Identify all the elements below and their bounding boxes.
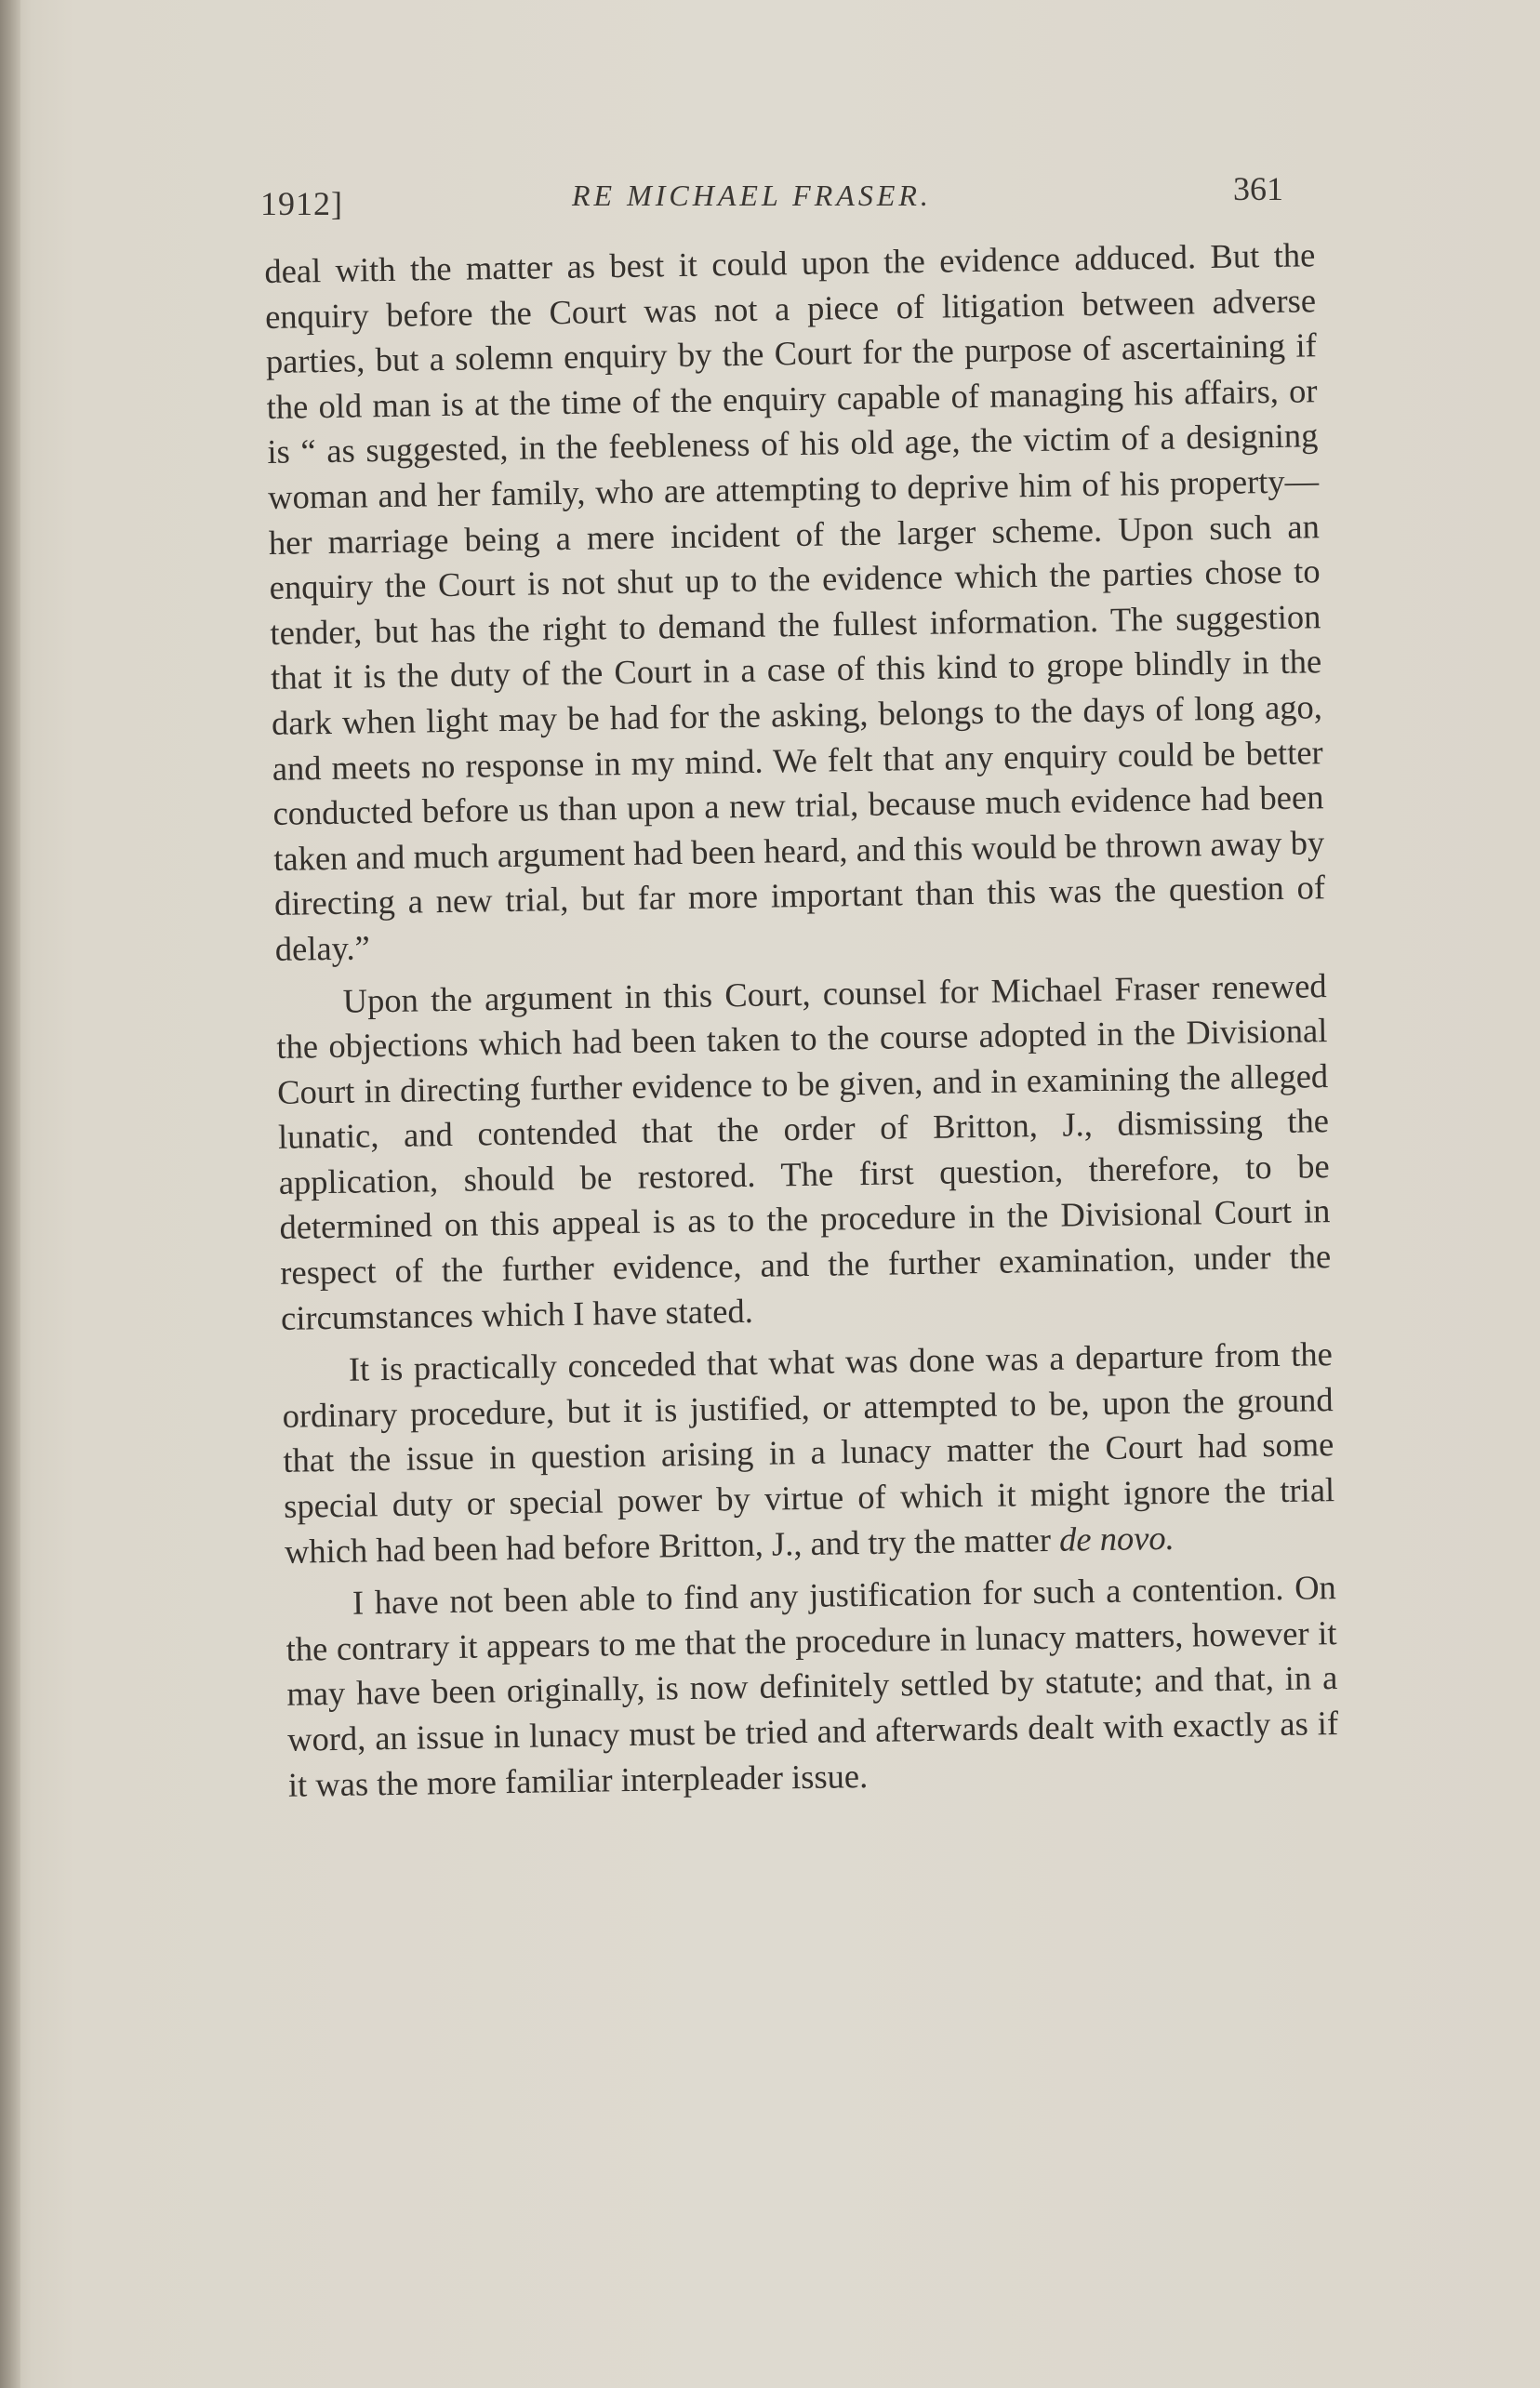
running-title: RE MICHAEL FRASER. xyxy=(572,179,932,212)
body-text xyxy=(264,232,1339,1808)
page-number: 361 xyxy=(1233,170,1283,207)
paragraph-3 xyxy=(282,1332,1336,1574)
paragraph-3-text: It is practically conceded that what was done was a departure from the ordinary procedure, but it is justified, or attempted to be, upon the ground that the issue in question arising in a lunacy matter the Court had some special duty or special power by virtue of which it might ignore the trial which had been had before Britton, J., and try the matter xyxy=(282,1334,1335,1571)
paragraph-1: deal with the matter as best it could upon the evidence adduced. But the enquiry before the Court was not a piece of litigation between adverse parties, but a solemn enquiry by the Court for the purpose of ascertaining if the old man is at the time of the enquiry capable of managing his affairs, or is “ as suggested, in the feebleness of his old age, the victim of a designing woman and her family, who are attempting to deprive him of his property—her marriage being a mere incident of the larger scheme. Upon such an enquiry the Court is not shut up to the evidence which the parties chose to tender, but has the right to demand the fullest information. The suggestion that it is the duty of the Court in a case of this kind to grope blindly in the dark when light may be had for the asking, belongs to the days of long ago, and meets no response in my mind. We felt that any enquiry could be better conducted before us than upon a new trial, because much evidence had been taken and much argument had been heard, and this would be thrown away by directing a new trial, but far more important than this was the question of delay.” xyxy=(264,235,1326,968)
page-header xyxy=(260,167,1302,223)
paragraph-2: Upon the argument in this Court, counsel for Michael Fraser renewed the objections which had been taken to the course adopted in the Divisional Court in directing further evidence to be given, and in examining the alleged lunatic, and contended that the order of Britton, J., dismissing the application, should be restored. The first question, therefore, to be determined on this appeal is as to the procedure in the Divisional Court in respect of the further evidence, and the further examination, under the circumstances which I have stated. xyxy=(276,965,1332,1337)
paragraph-3-italic-tail: de novo. xyxy=(1058,1518,1175,1559)
paragraph-4: I have not been able to find any justification for such a contention. On the contrary it appears to me that the procedure in lunacy matters, however it may have been originally, is now definitely settled by statute; and that, in a word, an issue in lunacy must be tried and afterwards dealt with exactly as if it was the more familiar interpleader issue. xyxy=(285,1568,1339,1804)
header-year: 1912] xyxy=(260,185,343,222)
binding-edge xyxy=(0,0,20,2388)
